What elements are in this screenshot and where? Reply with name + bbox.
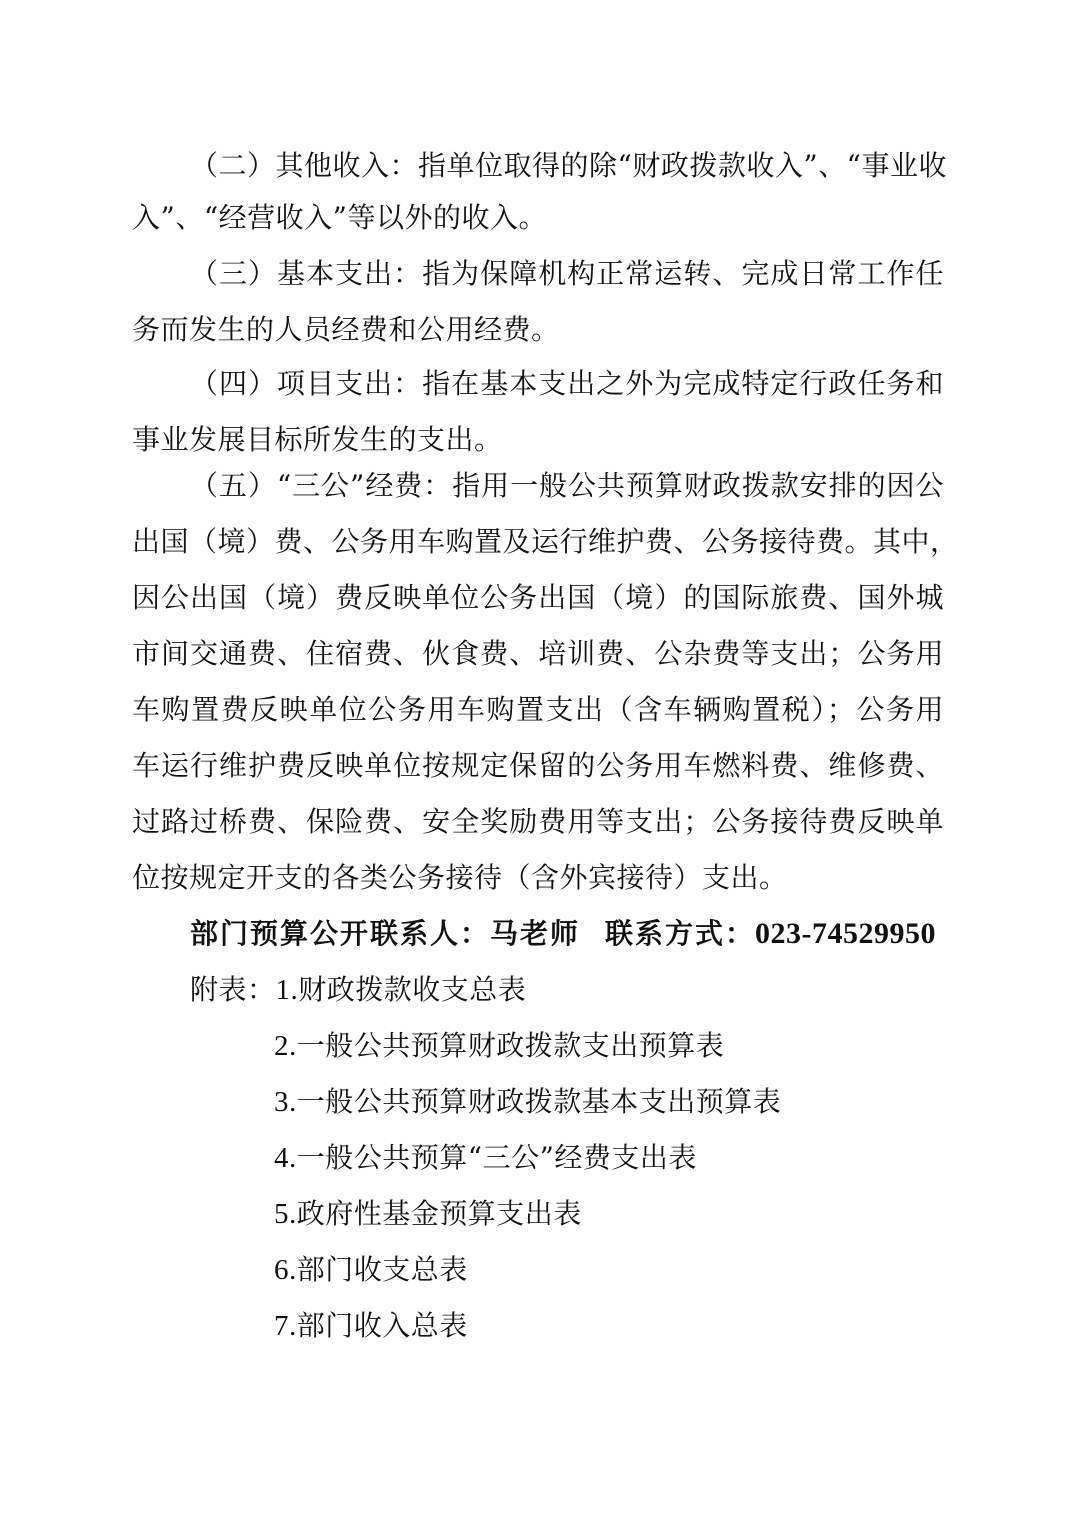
attachment-number: 4. — [274, 1142, 297, 1174]
attachment-number: 5. — [274, 1198, 297, 1230]
attachment-title: 政府性基金预算支出表 — [296, 1197, 582, 1230]
paragraph-line: 市间交通费、住宿费、伙食费、培训费、公杂费等支出；公务用 — [132, 637, 944, 670]
paragraph-line: 务而发生的人员经费和公用经费。 — [132, 313, 560, 346]
attachments-prefix: 附表： — [190, 973, 276, 1006]
paragraph-line: 事业发展目标所发生的支出。 — [132, 423, 503, 456]
paragraph-line: 位按规定开支的各类公务接待（含外宾接待）支出。 — [132, 861, 788, 894]
paragraph-line: （二）其他收入：指单位取得的除“财政拨款收入”、“事业收 — [190, 149, 947, 182]
attachment-title: 一般公共预算“三公”经费支出表 — [296, 1141, 697, 1174]
attachment-number: 6. — [274, 1254, 297, 1286]
paragraph-line: 车运行维护费反映单位按规定保留的公务用车燃料费、维修费、 — [132, 749, 944, 782]
attachment-title: 一般公共预算财政拨款基本支出预算表 — [296, 1085, 782, 1118]
attachment-item — [190, 970, 526, 1010]
attachment-title: 财政拨款收支总表 — [298, 973, 527, 1006]
attachment-number: 7. — [274, 1310, 297, 1342]
attachment-title: 一般公共预算财政拨款支出预算表 — [296, 1029, 725, 1062]
attachment-number: 3. — [274, 1086, 297, 1118]
paragraph-line: （四）项目支出：指在基本支出之外为完成特定行政任务和 — [190, 367, 944, 400]
attachment-title: 部门收支总表 — [296, 1253, 468, 1286]
attachment-item — [274, 1306, 468, 1346]
paragraph-line: 入”、“经营收入”等以外的收入。 — [132, 201, 547, 234]
contact-method-label: 联系方式： — [604, 917, 755, 950]
attachment-item — [274, 1026, 724, 1066]
attachment-item — [274, 1250, 468, 1290]
attachment-title: 部门收入总表 — [296, 1309, 468, 1342]
contact-person: 部门预算公开联系人：马老师 — [190, 917, 581, 950]
paragraph-line: （五）“三公”经费：指用一般公共预算财政拨款安排的因公 — [190, 469, 944, 502]
attachment-item — [274, 1082, 781, 1122]
contact-line — [190, 914, 936, 954]
paragraph-line: （三）基本支出：指为保障机构正常运转、完成日常工作任 — [190, 257, 944, 290]
paragraph-line: 因公出国（境）费反映单位公务出国（境）的国际旅费、国外城 — [132, 581, 944, 614]
contact-phone: 023-74529950 — [755, 917, 936, 950]
paragraph-line: 出国（境）费、公务用车购置及运行维护费、公务接待费。其中， — [132, 525, 959, 558]
attachment-item — [274, 1194, 582, 1234]
attachment-item — [274, 1138, 697, 1178]
attachment-number: 1. — [275, 974, 299, 1006]
attachment-number: 2. — [274, 1030, 297, 1062]
paragraph-line: 过路过桥费、保险费、安全奖励费用等支出；公务接待费反映单 — [132, 805, 944, 838]
paragraph-line: 车购置费反映单位公务用车购置支出（含车辆购置税）；公务用 — [132, 693, 944, 726]
